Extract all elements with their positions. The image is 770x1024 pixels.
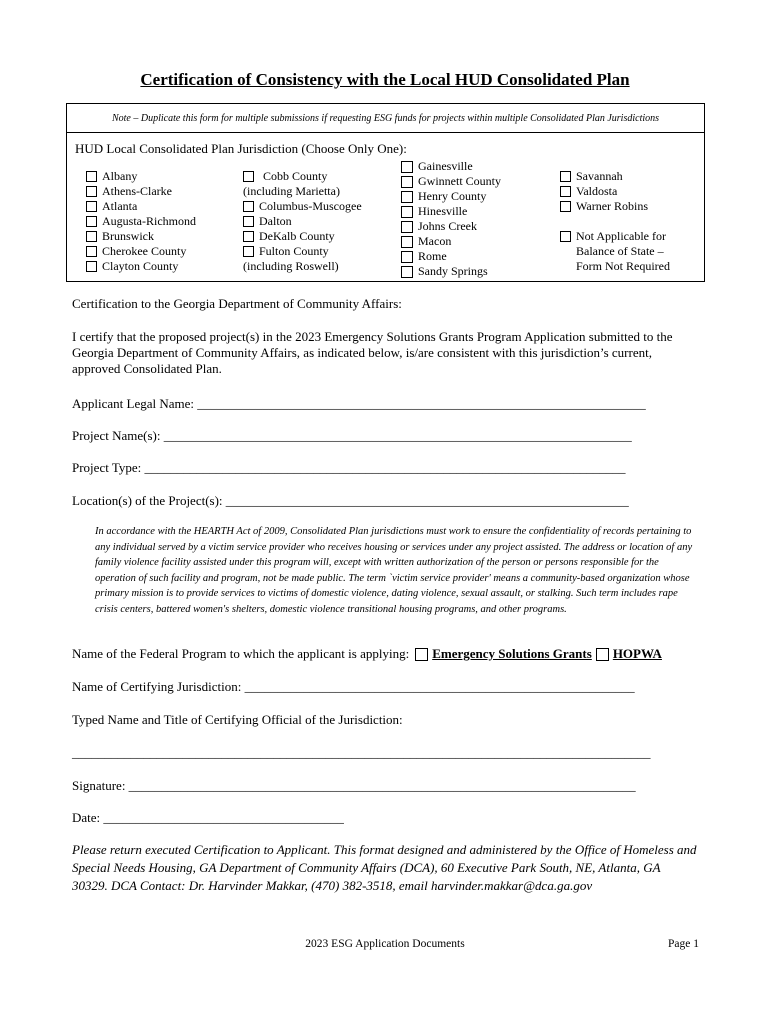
- jurisdiction-heading: HUD Local Consolidated Plan Jurisdiction (Choose Only One):: [75, 141, 407, 156]
- federal-program-label: Name of the Federal Program to which the applicant is applying:: [72, 646, 410, 661]
- typed-name-label: Typed Name and Title of Certifying Official of the Jurisdiction:: [72, 712, 403, 727]
- jurisdiction-option-augusta-richmond[interactable]: Augusta-Richmond: [86, 214, 196, 229]
- footer-document-title: 2023 ESG Application Documents: [305, 938, 465, 950]
- checkbox[interactable]: [401, 176, 413, 188]
- jurisdiction-option-sandy-springs[interactable]: Sandy Springs: [401, 264, 501, 279]
- jurisdiction-option-gwinnett-county[interactable]: Gwinnett County: [401, 174, 501, 189]
- fulton-county-note: (including Roswell): [243, 259, 339, 273]
- checkbox[interactable]: [243, 216, 254, 227]
- jurisdiction-option-columbus-muscogee[interactable]: Columbus-Muscogee: [243, 199, 362, 214]
- jurisdiction-option-valdosta[interactable]: Valdosta: [560, 184, 670, 199]
- esg-checkbox[interactable]: [415, 648, 428, 661]
- checkbox[interactable]: [401, 191, 413, 203]
- certify-paragraph: I certify that the proposed project(s) in the 2023 Emergency Solutions Grants Program Application submitted to the Georgia Department of Community Affairs, as indicated below, is/are consistent with this jurisdiction’s current, approved Consolidated Plan.: [72, 329, 673, 376]
- checkbox[interactable]: [560, 171, 571, 182]
- checkbox[interactable]: [560, 186, 571, 197]
- checkbox[interactable]: [86, 231, 97, 242]
- checkbox[interactable]: [86, 186, 97, 197]
- checkbox[interactable]: [243, 171, 254, 182]
- jurisdiction-option-gainesville[interactable]: Gainesville: [401, 159, 501, 174]
- checkbox[interactable]: [560, 231, 571, 242]
- certifying-jurisdiction-field[interactable]: Name of Certifying Jurisdiction: ____________________________________________________________: [72, 679, 635, 694]
- checkbox[interactable]: [243, 201, 254, 212]
- cobb-county-note: (including Marietta): [243, 184, 340, 198]
- return-instructions-paragraph: Please return executed Certification to Applicant. This format designed and administered by the Office of Homeless and Special Needs Housing, GA Department of Community Affairs (DCA), 60 Executive Park South, NE, Atlanta, GA 30329. DCA Contact: Dr. Harvinder Makkar, (470) 382-3518, email harvinder.makkar@dca.ga.gov: [72, 842, 697, 893]
- jurisdiction-option-athens-clarke[interactable]: Athens-Clarke: [86, 184, 196, 199]
- checkbox[interactable]: [86, 171, 97, 182]
- jurisdiction-option-cherokee-county[interactable]: Cherokee County: [86, 244, 196, 259]
- jurisdiction-option-rome[interactable]: Rome: [401, 249, 501, 264]
- checkbox[interactable]: [86, 201, 97, 212]
- jurisdiction-option-atlanta[interactable]: Atlanta: [86, 199, 196, 214]
- not-applicable-line-2: Balance of State –: [576, 244, 664, 258]
- duplicate-note: Note – Duplicate this form for multiple submissions if requesting ESG funds for projects within multiple Consolidated Plan Jurisdictions: [66, 103, 705, 133]
- signature-field[interactable]: Signature: ______________________________________________________________________________: [72, 778, 636, 793]
- jurisdiction-option-fulton-county[interactable]: Fulton County: [243, 244, 362, 259]
- checkbox[interactable]: [86, 261, 97, 272]
- jurisdiction-option-johns-creek[interactable]: Johns Creek: [401, 219, 501, 234]
- jurisdiction-option-cobb-county[interactable]: Cobb County: [243, 169, 362, 184]
- date-field[interactable]: Date: _____________________________________: [72, 810, 344, 825]
- project-locations-field[interactable]: Location(s) of the Project(s): ______________________________________________________________: [72, 493, 629, 508]
- typed-name-field[interactable]: _________________________________________________________________________________________: [72, 745, 651, 760]
- jurisdiction-option-albany[interactable]: Albany: [86, 169, 196, 184]
- footer-page-number: Page 1: [668, 938, 699, 950]
- hopwa-option-label[interactable]: HOPWA: [612, 646, 662, 661]
- checkbox[interactable]: [401, 161, 413, 173]
- jurisdiction-column-1: [86, 169, 196, 274]
- project-type-field[interactable]: Project Type: __________________________________________________________________________: [72, 460, 626, 475]
- checkbox[interactable]: [401, 236, 413, 248]
- not-applicable-line-3: Form Not Required: [576, 259, 670, 273]
- checkbox[interactable]: [401, 221, 413, 233]
- checkbox[interactable]: [560, 201, 571, 212]
- jurisdiction-column-2: [243, 169, 362, 274]
- jurisdiction-option-not-applicable[interactable]: Not Applicable for: [560, 229, 670, 244]
- jurisdiction-column-4: [560, 169, 670, 274]
- jurisdiction-option-savannah[interactable]: Savannah: [560, 169, 670, 184]
- jurisdiction-option-clayton-county[interactable]: Clayton County: [86, 259, 196, 274]
- esg-option-label[interactable]: Emergency Solutions Grants: [432, 646, 592, 661]
- certification-to-line: Certification to the Georgia Department of Community Affairs:: [72, 296, 402, 311]
- jurisdiction-option-dalton[interactable]: Dalton: [243, 214, 362, 229]
- jurisdiction-option-macon[interactable]: Macon: [401, 234, 501, 249]
- jurisdiction-box: [66, 133, 705, 282]
- hearth-act-paragraph: In accordance with the HEARTH Act of 2009, Consolidated Plan jurisdictions must work to ensure the confidentiality of records pertaining to any individual served by a victim service provider who receives housing or services under any project assisted. The address or location of any family violence facility assisted under this program will, except with written authorization of the person or persons responsible for the operation of such facility and program, not be made public. The term `victim service provider' means a community-based organization whose primary mission is to provide services to victims of domestic violence, dating violence, sexual assault, or stalking. Such term includes rape crisis centers, battered women's shelters, domestic violence transitional housing programs, and other programs.: [95, 526, 693, 615]
- jurisdiction-option-warner-robins[interactable]: Warner Robins: [560, 199, 670, 214]
- checkbox[interactable]: [86, 246, 97, 257]
- jurisdiction-column-3: [401, 159, 501, 279]
- checkbox[interactable]: [86, 216, 97, 227]
- page-title: Certification of Consistency with the Local HUD Consolidated Plan: [140, 70, 630, 89]
- jurisdiction-option-dekalb-county[interactable]: DeKalb County: [243, 229, 362, 244]
- checkbox[interactable]: [401, 206, 413, 218]
- federal-program-line: [72, 646, 666, 662]
- checkbox[interactable]: [243, 246, 254, 257]
- checkbox[interactable]: [243, 231, 254, 242]
- jurisdiction-option-henry-county[interactable]: Henry County: [401, 189, 501, 204]
- checkbox[interactable]: [401, 266, 413, 278]
- applicant-legal-name-field[interactable]: Applicant Legal Name: _____________________________________________________________________: [72, 396, 646, 411]
- project-names-field[interactable]: Project Name(s): ________________________________________________________________________: [72, 428, 632, 443]
- jurisdiction-option-brunswick[interactable]: Brunswick: [86, 229, 196, 244]
- checkbox[interactable]: [401, 251, 413, 263]
- hopwa-checkbox[interactable]: [596, 648, 609, 661]
- jurisdiction-option-hinesville[interactable]: Hinesville: [401, 204, 501, 219]
